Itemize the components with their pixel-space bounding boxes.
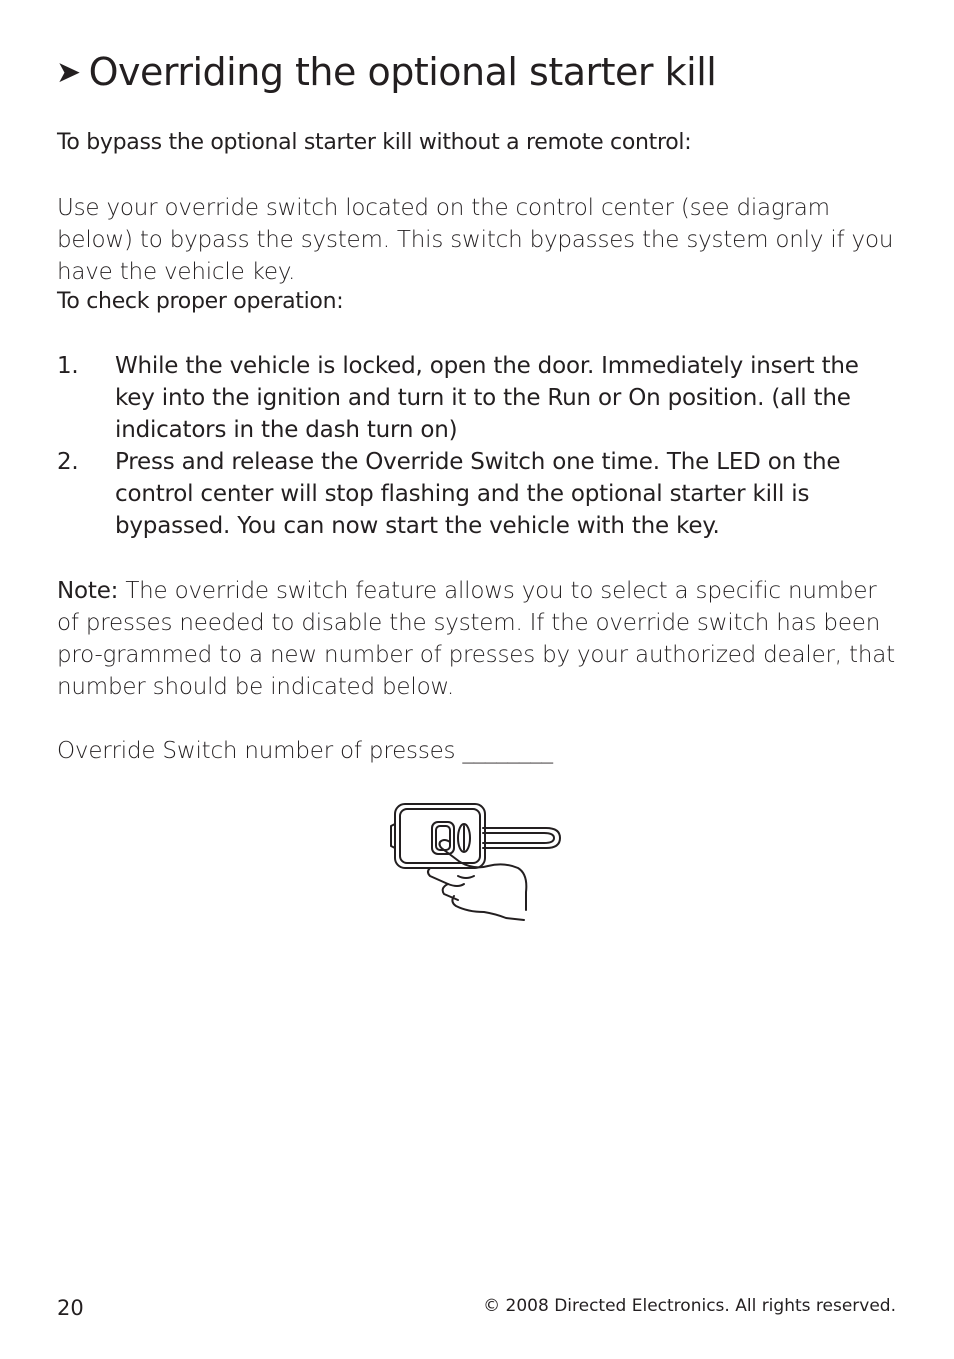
note-label: Note:: [57, 578, 119, 604]
page-number: 20: [57, 1296, 84, 1320]
presses-line: Override Switch number of presses ________: [57, 738, 553, 764]
bypass-paragraph: Use your override switch located on the control center (see diagram below) to bypass the system. This switch bypasses the system only if you have the vehicle key.: [57, 195, 894, 285]
copyright-text: © 2008 Directed Electronics. All rights reserved.: [483, 1296, 896, 1316]
list-item: [57, 350, 897, 446]
step-number: 2.: [57, 449, 79, 475]
step-text: Press and release the Override Switch one time. The LED on the control center will stop flashing and the optional starter kill is bypassed. You can now start the vehicle with the key.: [115, 449, 841, 539]
steps-list: [57, 350, 897, 542]
step-number: 1.: [57, 353, 79, 379]
note-paragraph: [57, 575, 897, 703]
list-item: [57, 446, 897, 542]
page-title: [56, 50, 716, 94]
page-title-text: Overriding the optional starter kill: [88, 50, 717, 94]
check-heading: To check proper operation:: [57, 289, 344, 314]
step-text: While the vehicle is locked, open the door. Immediately insert the key into the ignition and turn it to the Run or On position. (all the indicators in the dash turn on): [115, 353, 859, 443]
note-text: The override switch feature allows you to select a specific number of presses needed to disable the system. If the override switch has been pro-grammed to a new number of presses by your authorized dealer, that number should be indicated below.: [57, 578, 895, 700]
hand-pressing-control-center-icon: [388, 796, 568, 926]
bypass-heading: To bypass the optional starter kill without a remote control:: [57, 130, 692, 155]
arrow-bullet-icon: ➤: [56, 55, 81, 90]
